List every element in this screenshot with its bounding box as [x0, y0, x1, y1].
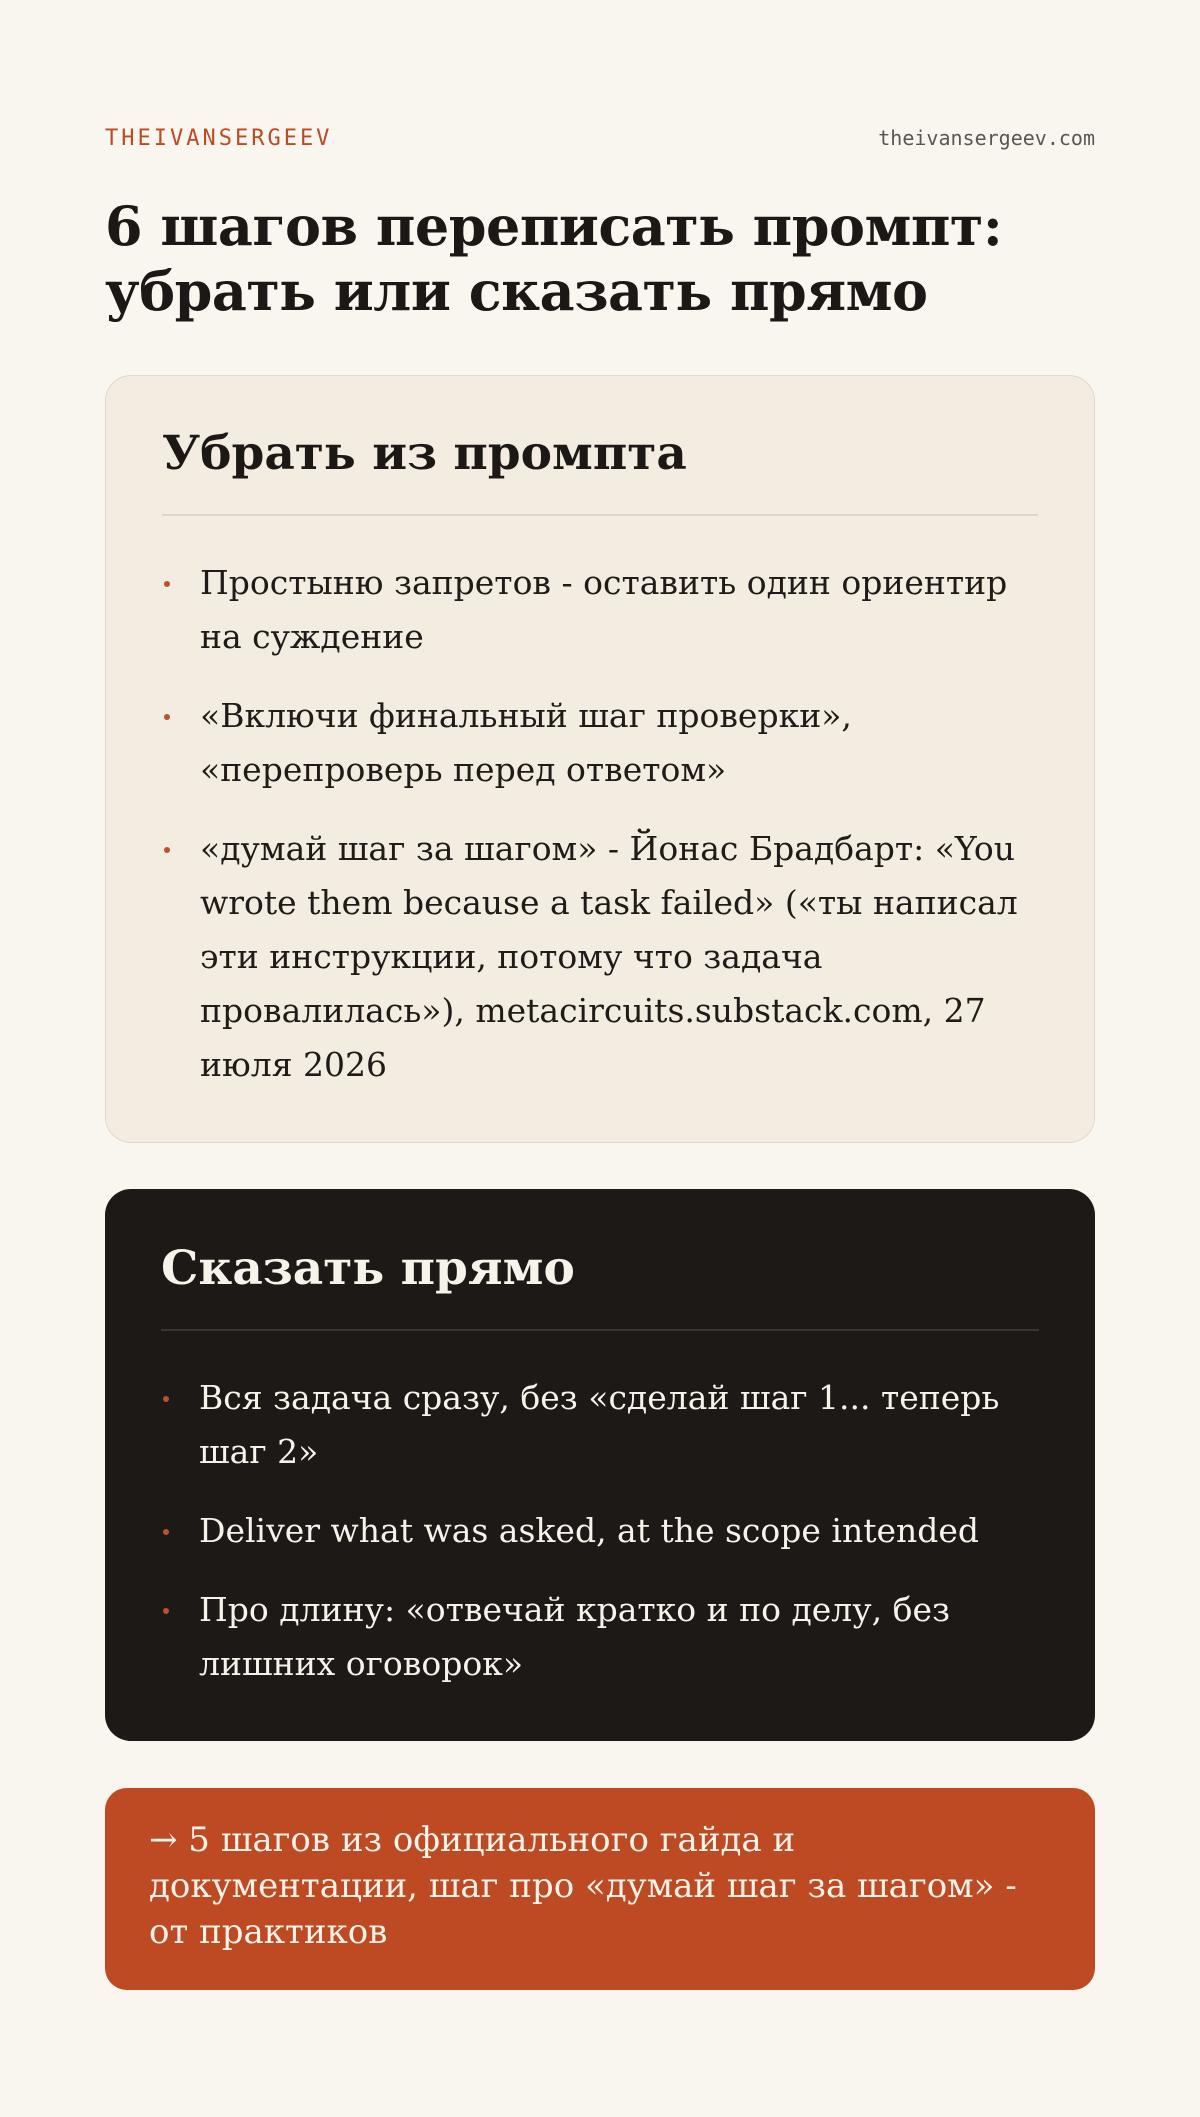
bullet-dot-icon — [164, 581, 170, 587]
bullet-dot-icon — [163, 1529, 169, 1535]
direct-section-divider — [161, 1329, 1039, 1331]
list-item-text: «думай шаг за шагом» - Йонас Брадбарт: «You wrote them because a task failed» («ты написал эти инструкции, потому что задача провалилась»), metacircuits.substack.com, 27 июля 2026 — [200, 828, 1018, 1084]
remove-section-divider — [162, 514, 1038, 516]
list-item-text: Про длину: «отвечай кратко и по делу, без лишних оговорок» — [199, 1589, 951, 1683]
direct-section-card — [105, 1189, 1095, 1741]
list-item — [161, 1583, 1039, 1691]
list-item-text: Вся задача сразу, без «сделай шаг 1... теперь шаг 2» — [199, 1377, 1000, 1471]
list-item-text: «Включи финальный шаг проверки», «перепроверь перед ответом» — [200, 695, 852, 789]
brand-name[interactable]: THEIVANSERGEEV — [105, 125, 333, 151]
page-title-line-2: убрать или сказать прямо — [105, 259, 928, 323]
list-item-text: Простыню запретов - оставить один ориентир на суждение — [200, 562, 1008, 656]
header — [105, 126, 1095, 150]
bullet-dot-icon — [163, 1608, 169, 1614]
page-title — [105, 194, 1095, 324]
list-item — [162, 822, 1038, 1092]
site-url[interactable]: theivansergeev.com — [878, 126, 1095, 150]
bullet-dot-icon — [164, 847, 170, 853]
list-item-text: Deliver what was asked, at the scope intended — [199, 1510, 980, 1550]
remove-section-card — [105, 375, 1095, 1143]
remove-section-heading: Убрать из промпта — [162, 426, 687, 481]
page-title-line-1: 6 шагов переписать промпт: — [105, 194, 1003, 258]
cta-banner — [105, 1788, 1095, 1990]
bullet-dot-icon — [163, 1396, 169, 1402]
list-item — [161, 1371, 1039, 1479]
remove-section-list — [162, 556, 1038, 1092]
cta-text: → 5 шагов из официального гайда и документации, шаг про «думай шаг за шагом» - от практиков — [149, 1820, 1017, 1952]
bullet-dot-icon — [164, 714, 170, 720]
direct-section-heading: Сказать прямо — [161, 1241, 575, 1296]
list-item — [162, 689, 1038, 797]
direct-section-list — [161, 1371, 1039, 1691]
list-item — [162, 556, 1038, 664]
list-item — [161, 1504, 1039, 1558]
